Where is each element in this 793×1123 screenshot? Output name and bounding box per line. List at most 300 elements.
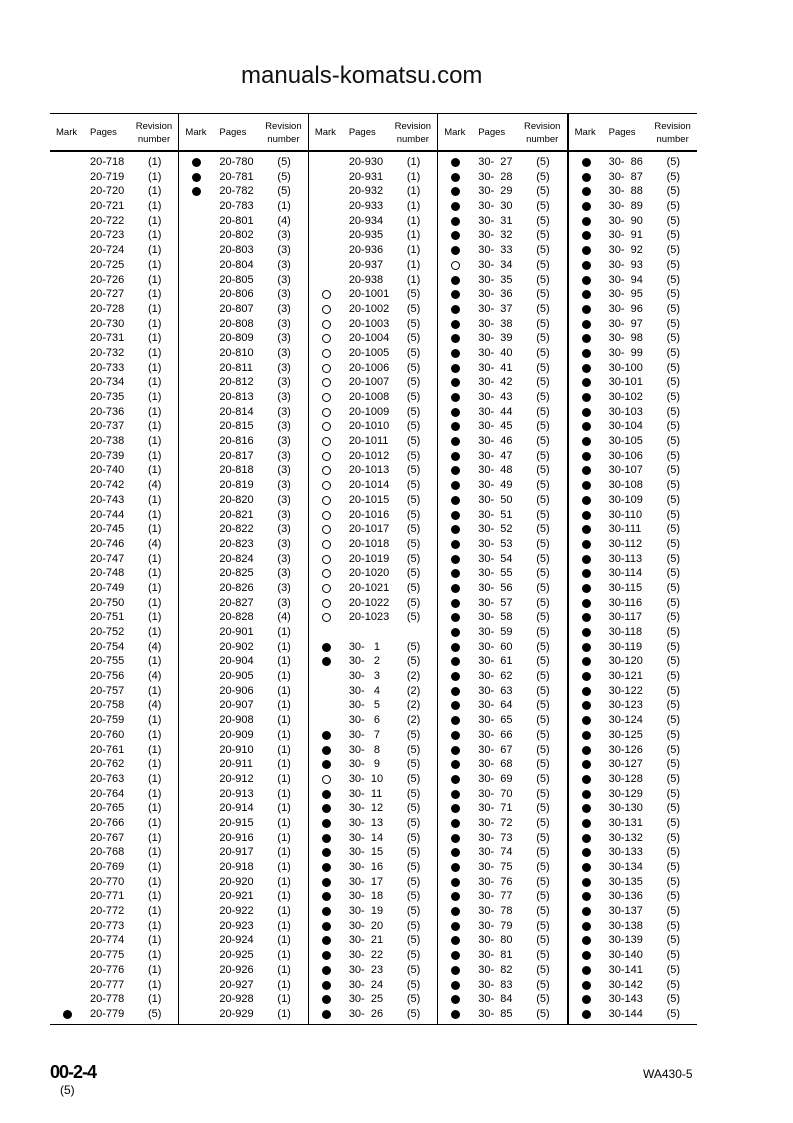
revision-number: (3)	[277, 332, 291, 345]
header-revision	[651, 120, 695, 146]
table-row	[50, 919, 178, 934]
filled-circle-mark-icon	[451, 995, 460, 1004]
table-row	[569, 273, 697, 288]
page-number: 30- 58	[478, 611, 513, 624]
table-row	[569, 801, 697, 816]
revision-number: (1)	[277, 934, 291, 947]
table-row	[438, 1007, 566, 1022]
open-circle-mark-icon	[322, 437, 331, 446]
revision-number: (1)	[277, 640, 291, 653]
revision-number: (5)	[666, 640, 681, 653]
revision-number: (1)	[277, 831, 291, 844]
filled-circle-mark-icon	[582, 716, 591, 725]
revision-number: (5)	[666, 772, 681, 785]
revision-number: (1)	[148, 302, 162, 315]
watermark: manuals-komatsu.com	[241, 62, 483, 89]
revision-number: (3)	[277, 479, 291, 492]
page-number: 20-727	[90, 288, 125, 301]
header-revision-line1: Revision	[394, 121, 432, 132]
page-number: 30-107	[608, 464, 643, 477]
revision-number: (5)	[536, 802, 550, 815]
row-list	[438, 155, 566, 1022]
page-number: 30- 52	[478, 523, 513, 536]
page-number: 20-759	[90, 714, 125, 727]
table-row	[438, 170, 566, 185]
revision-number: (5)	[536, 861, 550, 873]
revision-number: (1)	[148, 714, 162, 727]
table-row	[438, 478, 566, 493]
revision-number: (5)	[666, 919, 681, 932]
filled-circle-mark-icon	[322, 922, 331, 931]
revision-number: (1)	[277, 1007, 291, 1020]
page-number: 20-751	[90, 611, 125, 624]
table-row	[309, 434, 437, 449]
filled-circle-mark-icon	[322, 731, 331, 740]
revision-number: (5)	[666, 214, 681, 227]
page-number: 20-1009	[348, 405, 390, 418]
table-row	[179, 596, 307, 611]
page-number: 20-728	[90, 302, 125, 315]
open-circle-mark-icon	[322, 555, 331, 564]
table-row	[569, 596, 697, 611]
page-number: 20-774	[90, 934, 125, 947]
filled-circle-mark-icon	[582, 437, 591, 446]
filled-circle-mark-icon	[582, 378, 591, 387]
revision-number: (1)	[148, 905, 162, 918]
filled-circle-mark-icon	[322, 907, 331, 916]
revision-number: (5)	[406, 905, 421, 918]
page-number: 20-910	[219, 743, 254, 756]
revision-number: (5)	[666, 581, 681, 594]
revision-number: (1)	[277, 714, 291, 727]
revision-list-table	[50, 113, 697, 1025]
revision-number: (5)	[536, 288, 550, 301]
table-row	[569, 478, 697, 493]
filled-circle-mark-icon	[451, 290, 460, 299]
revision-number: (5)	[406, 816, 421, 829]
header-mark: Mark	[314, 127, 336, 138]
table-row	[438, 978, 566, 993]
table-row	[50, 669, 178, 684]
table-row	[569, 581, 697, 596]
revision-number: (5)	[666, 993, 681, 1006]
page-number: 20-763	[90, 772, 125, 785]
revision-number: (5)	[406, 963, 421, 976]
table-row	[569, 434, 697, 449]
revision-number: (5)	[666, 273, 681, 286]
page-number: 30- 61	[478, 655, 513, 668]
header-revision-line2: number	[137, 134, 171, 145]
table-row	[569, 493, 697, 508]
revision-number: (5)	[536, 640, 550, 653]
table-row	[179, 992, 307, 1007]
table-row	[50, 566, 178, 581]
table-row	[309, 170, 437, 185]
filled-circle-mark-icon	[451, 628, 460, 637]
filled-circle-mark-icon	[451, 716, 460, 725]
revision-number: (5)	[406, 890, 421, 903]
page-number: 20-756	[90, 670, 125, 683]
table-row	[50, 493, 178, 508]
page-code: 00-2-4	[50, 1062, 97, 1082]
table-row	[569, 640, 697, 655]
page-number: 30- 45	[478, 420, 513, 433]
page-number: 20-1001	[348, 288, 390, 301]
page-number: 20-720	[90, 185, 125, 198]
revision-number: (5)	[536, 875, 550, 888]
page-number: 20-767	[90, 831, 125, 844]
page-number: 30- 46	[478, 435, 513, 448]
table-row	[179, 214, 307, 229]
table-row	[50, 170, 178, 185]
table-row	[569, 537, 697, 552]
revision-number: (5)	[536, 508, 550, 521]
revision-number: (5)	[406, 875, 421, 888]
table-row	[569, 875, 697, 890]
revision-number: (5)	[536, 919, 550, 932]
table-row	[438, 434, 566, 449]
filled-circle-mark-icon	[582, 922, 591, 931]
page-number: 30- 31	[478, 214, 513, 227]
revision-number: (1)	[148, 552, 162, 565]
revision-number: (5)	[536, 743, 550, 756]
page-number: 20-768	[90, 846, 125, 859]
revision-number: (5)	[406, 493, 421, 506]
page-number: 30- 35	[478, 273, 513, 286]
revision-number: (5)	[536, 449, 550, 462]
filled-circle-mark-icon	[582, 540, 591, 549]
header-pages: Pages	[90, 127, 117, 138]
table-row	[569, 317, 697, 332]
revision-number: (1)	[148, 288, 162, 301]
table-row	[309, 610, 437, 625]
filled-circle-mark-icon	[192, 187, 201, 196]
open-circle-mark-icon	[322, 496, 331, 505]
revision-number: (1)	[148, 258, 162, 271]
page-number: 20-1006	[348, 361, 390, 374]
revision-number: (5)	[536, 684, 550, 697]
revision-number: (1)	[148, 464, 162, 477]
table-row	[309, 831, 437, 846]
revision-number: (1)	[148, 934, 162, 947]
table-row	[179, 537, 307, 552]
filled-circle-mark-icon	[451, 437, 460, 446]
table-row	[309, 1007, 437, 1022]
revision-number: (5)	[406, 523, 421, 536]
table-row	[179, 566, 307, 581]
page-number: 20-902	[219, 640, 254, 653]
revision-number: (1)	[406, 214, 421, 227]
table-row	[179, 654, 307, 669]
page-number: 30- 93	[608, 258, 643, 271]
table-row	[438, 801, 566, 816]
page-number: 20-1004	[348, 332, 390, 345]
page-number: 20-780	[219, 156, 254, 168]
revision-number: (5)	[666, 934, 681, 947]
table-row	[438, 948, 566, 963]
table-row	[309, 537, 437, 552]
page-number: 20-930	[348, 156, 384, 168]
filled-circle-mark-icon	[451, 187, 460, 196]
page-number: 30-104	[608, 420, 643, 433]
revision-number: (1)	[148, 214, 162, 227]
revision-number: (5)	[277, 185, 291, 198]
page-number: 20-808	[219, 317, 254, 330]
page-number: 20-723	[90, 229, 125, 242]
revision-number: (5)	[406, 464, 421, 477]
filled-circle-mark-icon	[63, 1010, 72, 1019]
table-row	[438, 816, 566, 831]
filled-circle-mark-icon	[582, 584, 591, 593]
page-number: 30- 87	[608, 170, 643, 183]
table-row	[179, 904, 307, 919]
table-row	[179, 434, 307, 449]
page-number: 20-749	[90, 581, 125, 594]
revision-number: (3)	[277, 596, 291, 609]
revision-number: (5)	[536, 655, 550, 668]
header-pages: Pages	[348, 127, 376, 138]
page-number: 30-133	[608, 846, 643, 859]
page-number: 20-904	[219, 655, 254, 668]
revision-number: (1)	[148, 684, 162, 697]
page-number: 20-938	[348, 273, 384, 286]
revision-number: (1)	[148, 523, 162, 536]
filled-circle-mark-icon	[451, 305, 460, 314]
filled-circle-mark-icon	[582, 158, 591, 167]
table-row	[309, 331, 437, 346]
revision-number: (5)	[666, 332, 681, 345]
revision-number: (1)	[148, 567, 162, 580]
revision-number: (5)	[666, 978, 681, 991]
revision-number: (3)	[277, 508, 291, 521]
filled-circle-mark-icon	[451, 848, 460, 857]
page-number: 20-744	[90, 508, 125, 521]
revision-number: (5)	[666, 846, 681, 859]
filled-circle-mark-icon	[451, 378, 460, 387]
revision-number: (1)	[277, 993, 291, 1006]
revision-number: (1)	[277, 846, 291, 859]
revision-number: (1)	[277, 772, 291, 785]
filled-circle-mark-icon	[451, 540, 460, 549]
open-circle-mark-icon	[322, 422, 331, 431]
revision-number: (4)	[148, 640, 162, 653]
table-row	[179, 757, 307, 772]
revision-number: (5)	[666, 699, 681, 712]
table-row	[179, 405, 307, 420]
filled-circle-mark-icon	[582, 966, 591, 975]
filled-circle-mark-icon	[451, 731, 460, 740]
table-row	[179, 273, 307, 288]
table-row	[179, 258, 307, 273]
revision-number: (1)	[148, 185, 162, 198]
revision-number: (5)	[406, 449, 421, 462]
page-number: 30-125	[608, 728, 643, 741]
table-row	[569, 1007, 697, 1022]
table-row	[179, 478, 307, 493]
page-number: 30-105	[608, 435, 643, 448]
page-number: 20-918	[219, 861, 254, 873]
table-row	[438, 698, 566, 713]
page-number: 20-821	[219, 508, 254, 521]
revision-number: (4)	[148, 670, 162, 683]
revision-number: (1)	[277, 905, 291, 918]
filled-circle-mark-icon	[322, 804, 331, 813]
table-row	[438, 214, 566, 229]
table-row	[569, 214, 697, 229]
table-row	[569, 684, 697, 699]
revision-number: (5)	[406, 919, 421, 932]
table-row	[569, 860, 697, 875]
filled-circle-mark-icon	[322, 981, 331, 990]
revision-number: (1)	[277, 655, 291, 668]
table-row	[309, 948, 437, 963]
revision-number: (5)	[406, 581, 421, 594]
page-number: 30- 83	[478, 978, 513, 991]
revision-number: (1)	[148, 405, 162, 418]
open-circle-mark-icon	[322, 466, 331, 475]
revision-number: (5)	[536, 1007, 550, 1020]
page-number: 30- 40	[478, 346, 513, 359]
revision-number: (1)	[406, 273, 421, 286]
table-row	[309, 713, 437, 728]
revision-number: (5)	[666, 949, 681, 962]
page-number: 20-817	[219, 449, 254, 462]
page-number: 30- 23	[348, 963, 384, 976]
open-circle-mark-icon	[322, 540, 331, 549]
page-number: 20-812	[219, 376, 254, 389]
table-row	[309, 978, 437, 993]
revision-number: (5)	[406, 420, 421, 433]
page-number: 20-721	[90, 200, 125, 213]
page-number: 30- 81	[478, 949, 513, 962]
page-number: 30- 88	[608, 185, 643, 198]
table-row	[309, 875, 437, 890]
revision-number: (5)	[406, 655, 421, 668]
revision-number: (1)	[148, 273, 162, 286]
revision-number: (1)	[148, 200, 162, 213]
filled-circle-mark-icon	[582, 334, 591, 343]
page-number: 30- 53	[478, 537, 513, 550]
table-row	[309, 566, 437, 581]
page-number: 30- 57	[478, 596, 513, 609]
revision-number: (5)	[406, 435, 421, 448]
revision-number: (3)	[277, 405, 291, 418]
page-number: 20-804	[219, 258, 254, 271]
page-revision: (5)	[60, 1083, 75, 1097]
filled-circle-mark-icon	[582, 760, 591, 769]
table-row	[309, 816, 437, 831]
table-row	[438, 772, 566, 787]
filled-circle-mark-icon	[451, 936, 460, 945]
filled-circle-mark-icon	[451, 657, 460, 666]
page-number: 20-772	[90, 905, 125, 918]
filled-circle-mark-icon	[192, 173, 201, 182]
table-row	[438, 831, 566, 846]
revision-number: (5)	[536, 464, 550, 477]
revision-number: (1)	[148, 170, 162, 183]
table-row	[569, 287, 697, 302]
page-number: 30- 8	[348, 743, 380, 756]
page-number: 20-824	[219, 552, 254, 565]
table-row	[309, 419, 437, 434]
table-row	[438, 992, 566, 1007]
page-number: 20-760	[90, 728, 125, 741]
page-number: 30-127	[608, 758, 643, 771]
page-number: 20-745	[90, 523, 125, 536]
filled-circle-mark-icon	[582, 878, 591, 887]
page-number: 20-917	[219, 846, 254, 859]
revision-number: (5)	[536, 567, 550, 580]
table-row	[309, 596, 437, 611]
page-number: 20-827	[219, 596, 254, 609]
page-number: 20-775	[90, 949, 125, 962]
filled-circle-mark-icon	[582, 746, 591, 755]
table-row	[569, 405, 697, 420]
revision-number: (5)	[666, 890, 681, 903]
header-mark: Mark	[185, 127, 207, 138]
table-row	[50, 155, 178, 170]
page-number: 30- 29	[478, 185, 513, 198]
filled-circle-mark-icon	[451, 231, 460, 240]
table-row	[50, 478, 178, 493]
page-number: 30- 33	[478, 244, 513, 257]
page-number: 20-1017	[348, 523, 390, 536]
table-row	[309, 743, 437, 758]
model-name: WA430-5	[643, 1067, 693, 1081]
table-row	[438, 258, 566, 273]
filled-circle-mark-icon	[451, 202, 460, 211]
revision-number: (5)	[536, 596, 550, 609]
page-number: 30- 76	[478, 875, 513, 888]
filled-circle-mark-icon	[582, 863, 591, 872]
revision-number: (1)	[277, 743, 291, 756]
page-number: 30- 91	[608, 229, 643, 242]
page-number: 20-807	[219, 302, 254, 315]
revision-number: (5)	[536, 317, 550, 330]
table-row	[438, 405, 566, 420]
revision-number: (5)	[666, 317, 681, 330]
revision-number: (5)	[666, 875, 681, 888]
page-number: 30- 9	[348, 758, 380, 771]
table-row	[569, 978, 697, 993]
table-row	[569, 625, 697, 640]
table-row	[179, 933, 307, 948]
revision-number: (1)	[277, 626, 291, 638]
revision-number: (4)	[148, 537, 162, 550]
table-row	[438, 963, 566, 978]
filled-circle-mark-icon	[582, 613, 591, 622]
filled-circle-mark-icon	[451, 334, 460, 343]
table-row	[569, 184, 697, 199]
table-row	[50, 537, 178, 552]
revision-number: (1)	[148, 493, 162, 506]
revision-number: (5)	[666, 391, 681, 403]
open-circle-mark-icon	[322, 569, 331, 578]
table-row	[569, 170, 697, 185]
table-row	[438, 508, 566, 523]
revision-number: (5)	[666, 346, 681, 359]
table-row	[179, 449, 307, 464]
page-number: 30-135	[608, 875, 643, 888]
table-row	[50, 346, 178, 361]
table-row	[569, 228, 697, 243]
revision-number: (5)	[406, 361, 421, 374]
table-row	[569, 787, 697, 802]
revision-number: (1)	[277, 816, 291, 829]
filled-circle-mark-icon	[451, 613, 460, 622]
table-row	[179, 508, 307, 523]
table-row	[179, 640, 307, 655]
